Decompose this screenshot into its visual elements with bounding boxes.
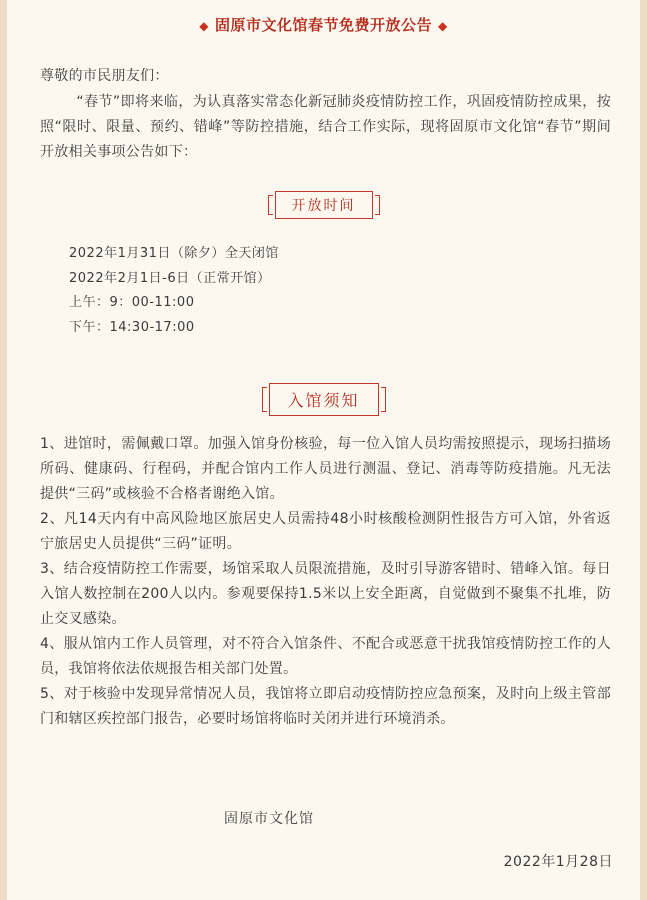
notice-date: 2022年1月28日 (503, 854, 613, 870)
rule-item: 4、服从馆内工作人员管理，对不符合入馆条件、不配合或恶意干扰我馆疫情防控工作的人员，我馆将依法依规报告相关部门处置。 (40, 636, 611, 677)
notice-title-bar (14, 14, 633, 35)
diamond-icon: ◆ (199, 19, 209, 33)
diamond-icon: ◆ (438, 19, 448, 33)
rule-item: 5、对于核验中发现异常情况人员，我馆将立即启动疫情防控应急预案，及时向上级主管部门和辖区疾控部门报告，必要时场馆将临时关闭并进行环境消杀。 (40, 686, 611, 727)
intro-paragraph: “春节”即将来临，为认真落实常态化新冠肺炎疫情防控工作，巩固疫情防控成果，按照“限时、限量、预约、错峰”等防控措施，结合工作实际，现将固原市文化馆“春节”期间开放相关事项公告如下： (40, 94, 611, 160)
notice-title: 固原市文化馆春节免费开放公告 (214, 16, 432, 34)
rule-item: 1、进馆时，需佩戴口罩。加强入馆身份核验，每一位入馆人员均需按照提示，现场扫描场所码、健康码、行程码，并配合馆内工作人员进行测温、登记、消毒等防疫措施。凡无法提供“三码”或核验不合格者谢绝入馆。 (40, 436, 611, 502)
right-border-decoration (640, 0, 647, 900)
rule-item: 2、凡14天内有中高风险地区旅居史人员需持48小时核酸检测阴性报告方可入馆，外省返宁旅居史人员提供“三码”证明。 (40, 511, 611, 552)
left-border-decoration (0, 0, 7, 900)
notice-page (14, 0, 633, 900)
schedule-item: 2022年2月1日-6日（正常开馆） (69, 270, 271, 286)
section-heading-notice: 入馆须知 (268, 383, 378, 416)
schedule-item: 上午：9：00-11:00 (69, 295, 195, 310)
rule-item: 3、结合疫情防控工作需要，场馆采取人员限流措施，及时引导游客错时、错峰入馆。每日入馆人数控制在200人以内。参观要保持1.5米以上安全距离，自觉做到不聚集不扎堆，防止交叉感染。 (40, 561, 611, 627)
schedule-list (69, 242, 279, 340)
schedule-item: 下午：14:30-17:00 (69, 319, 195, 335)
section-heading-hours: 开放时间 (275, 191, 373, 219)
rules-list (40, 432, 611, 732)
salutation: 尊敬的市民朋友们： (40, 68, 169, 84)
schedule-item: 2022年1月31日（除夕）全天闭馆 (69, 246, 279, 261)
signature: 固原市文化馆 (224, 811, 314, 827)
